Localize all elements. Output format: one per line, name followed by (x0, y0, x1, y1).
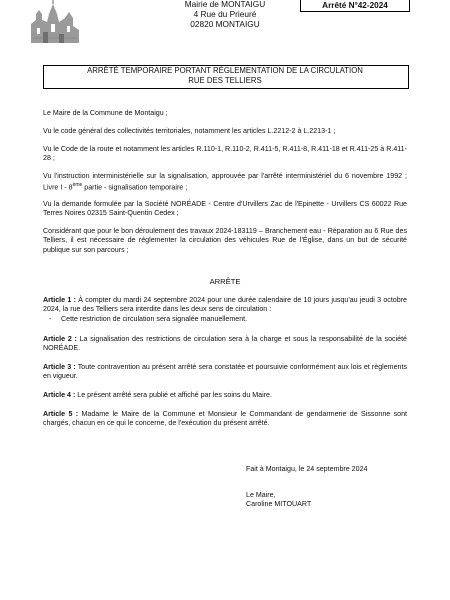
preamble-maire: Le Maire de la Commune de Montaigu ; (43, 109, 168, 117)
article-4 (43, 391, 407, 400)
arrete-heading: ARRÊTE (209, 277, 241, 286)
preamble-vu-code-route: Vu le Code de la route et notamment les articles R.110-1, R.110-2, R.411-5, R.411-8, R.411-18 et R.411-25 à R.411-28 ; (43, 145, 407, 163)
reference-box: Arrêté N°42-2024 (300, 0, 410, 12)
article-4-label: Article 4 : (43, 391, 76, 399)
preamble-vu-instruction (43, 172, 407, 193)
article-5-label: Article 5 : (43, 410, 79, 418)
preamble-considerant: Considérant que pour le bon déroulement des travaux 2024-183119 – Branchement eau - Réparation au 6 Rue des Telliers, il est nécessaire de réglementer la circulation des véhicules Rue de l'Église, dans un but de sécurité publique sur son parcours ; (43, 227, 407, 254)
header-address-line1: 4 Rue du Prieuré (193, 9, 257, 19)
signature-name: Caroline MITOUART (246, 500, 312, 508)
vu3-superscript: ème (72, 182, 83, 189)
title-line2: RUE DES TELLIERS (188, 75, 262, 85)
header-address-line2: 02820 MONTAIGU (190, 19, 260, 29)
article-1-label: Article 1 : (43, 296, 76, 304)
title-line1: ARRÊTÉ TEMPORAIRE PORTANT RÉGLEMENTATION DE LA CIRCULATION (87, 66, 363, 75)
document-title (43, 66, 407, 85)
signature-role: Le Maire, (246, 491, 276, 499)
preamble-vu-cgct: Vu le code général des collectivités territoriales, notamment les articles L.2212-2 à L.2213-1 ; (43, 127, 336, 135)
article-1 (43, 296, 407, 324)
article-3 (43, 363, 407, 382)
article-1-bullet: - Cette restriction de circulation sera signalée manuellement. (43, 315, 407, 324)
article-3-text: Toute contravention au présent arrêté sera constatée et poursuivie conformément aux lois et règlements en vigueur. (43, 363, 408, 381)
article-5-text: Madame le Maire de la Commune et Monsieur le Commandant de gendarmerie de Sissonne sont chargés, chacun en ce qui le concerne, de l'exécution du présent arrêté. (43, 410, 408, 428)
signature-place-date: Fait à Montaigu, le 24 septembre 2024 (246, 465, 368, 473)
preamble-vu-demande: Vu la demande formulée par la Société NORÉADE - Centre d'Urvillers Zac de l'Epinette - Urvillers CS 60022 Rue Terres Noires 02315 Saint-Quentin Cedex ; (43, 200, 407, 218)
vu3-text-end: partie - signalisation temporaire ; (82, 183, 188, 192)
article-1-text: À compter du mardi 24 septembre 2024 pour une durée calendaire de 10 jours jusqu'au jeudi 3 octobre 2024, la rue des Telliers sera interdite dans les deux sens de circulation : (43, 296, 408, 314)
vu3-text: Vu l'instruction interministérielle sur la signalisation, approuvée par l'arrêté interministériel du 6 novembre 1992 ; Livre I - 8 (43, 172, 407, 192)
header-mairie: Mairie de MONTAIGU (184, 0, 266, 9)
article-4-text: Le présent arrêté sera publié et affiché par les soins du Maire. (75, 391, 272, 399)
article-2-label: Article 2 : (43, 335, 77, 343)
article-5 (43, 410, 407, 429)
article-2-text: La signalisation des restrictions de circulation sera à la charge et sous la responsabilité de la société NORÉADE. (43, 335, 408, 353)
article-3-label: Article 3 : (43, 363, 76, 371)
article-2 (43, 335, 407, 354)
